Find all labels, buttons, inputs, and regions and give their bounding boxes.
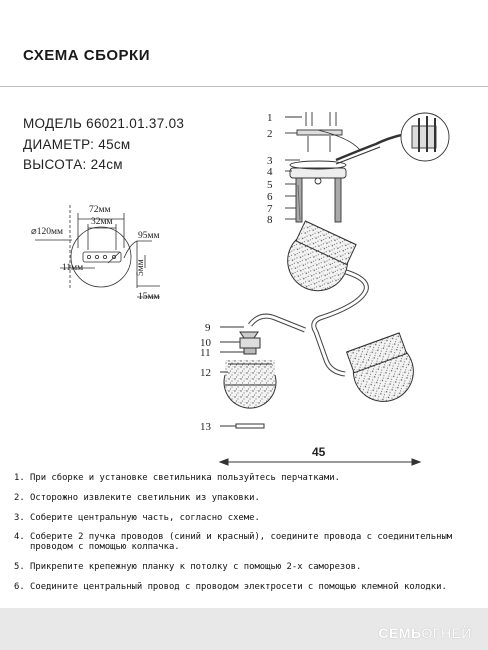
part-label-2: 2 [267,128,273,140]
part-label-10: 10 [200,337,211,349]
part-label-8: 8 [267,214,273,226]
canopy-top-view [71,227,131,287]
part-label-12: 12 [200,367,211,379]
brand-logo [378,625,472,641]
dim-5: 5мм [136,259,146,276]
spec-height: ВЫСОТА: 24см [23,157,123,172]
dim-15: 15мм [138,292,160,302]
instruction-3: 3. Соберите центральную часть, согласно схеме. [14,512,260,523]
dim-diameter-120: ⌀120мм [31,227,63,237]
part-label-13: 13 [200,421,211,433]
instruction-5: 5. Прикрепите крепежную планку к потолку с помощью 2-х саморезов. [14,562,362,573]
part-label-1: 1 [267,112,273,124]
dim-11: 11мм [62,263,84,273]
brand-part-2: ОГНЕЙ [421,625,472,641]
part-label-6: 6 [267,191,273,203]
part-label-7: 7 [267,203,273,215]
part-label-11: 11 [200,347,211,359]
brand-part-1: СЕМЬ [378,625,422,641]
part-label-5: 5 [267,179,273,191]
part-label-3: 3 [267,155,273,167]
instruction-4: 4. Соберите 2 пучка проводов (синий и красный), соедините провода с соединительным проводом с помощью колпачка. [14,532,453,553]
dim-95: 95мм [138,231,160,241]
part-label-4: 4 [267,166,273,178]
ceiling-mount-assembly [285,112,449,222]
dim-32: 32мм [91,217,113,227]
spec-model: МОДЕЛЬ 66021.01.37.03 [23,116,185,131]
assembly-instructions [14,473,484,602]
instruction-2: 2. Осторожно извлеките светильник из упаковки. [14,492,260,503]
instruction-6: 6. Соедините центральный провод с проводом электросети с помощью клемной колодки. [14,581,447,592]
instruction-1: 1. При сборке и установке светильника пользуйтесь перчатками. [14,473,340,483]
page-title: СХЕМА СБОРКИ [23,47,150,64]
spec-diameter: ДИАМЕТР: 45см [23,137,131,152]
overall-dimension-line [220,459,420,465]
overall-dimension-label: 45 [312,445,326,459]
lamp-main-assembly [220,220,422,428]
part-label-9: 9 [205,322,211,334]
dim-72: 72мм [89,205,111,215]
